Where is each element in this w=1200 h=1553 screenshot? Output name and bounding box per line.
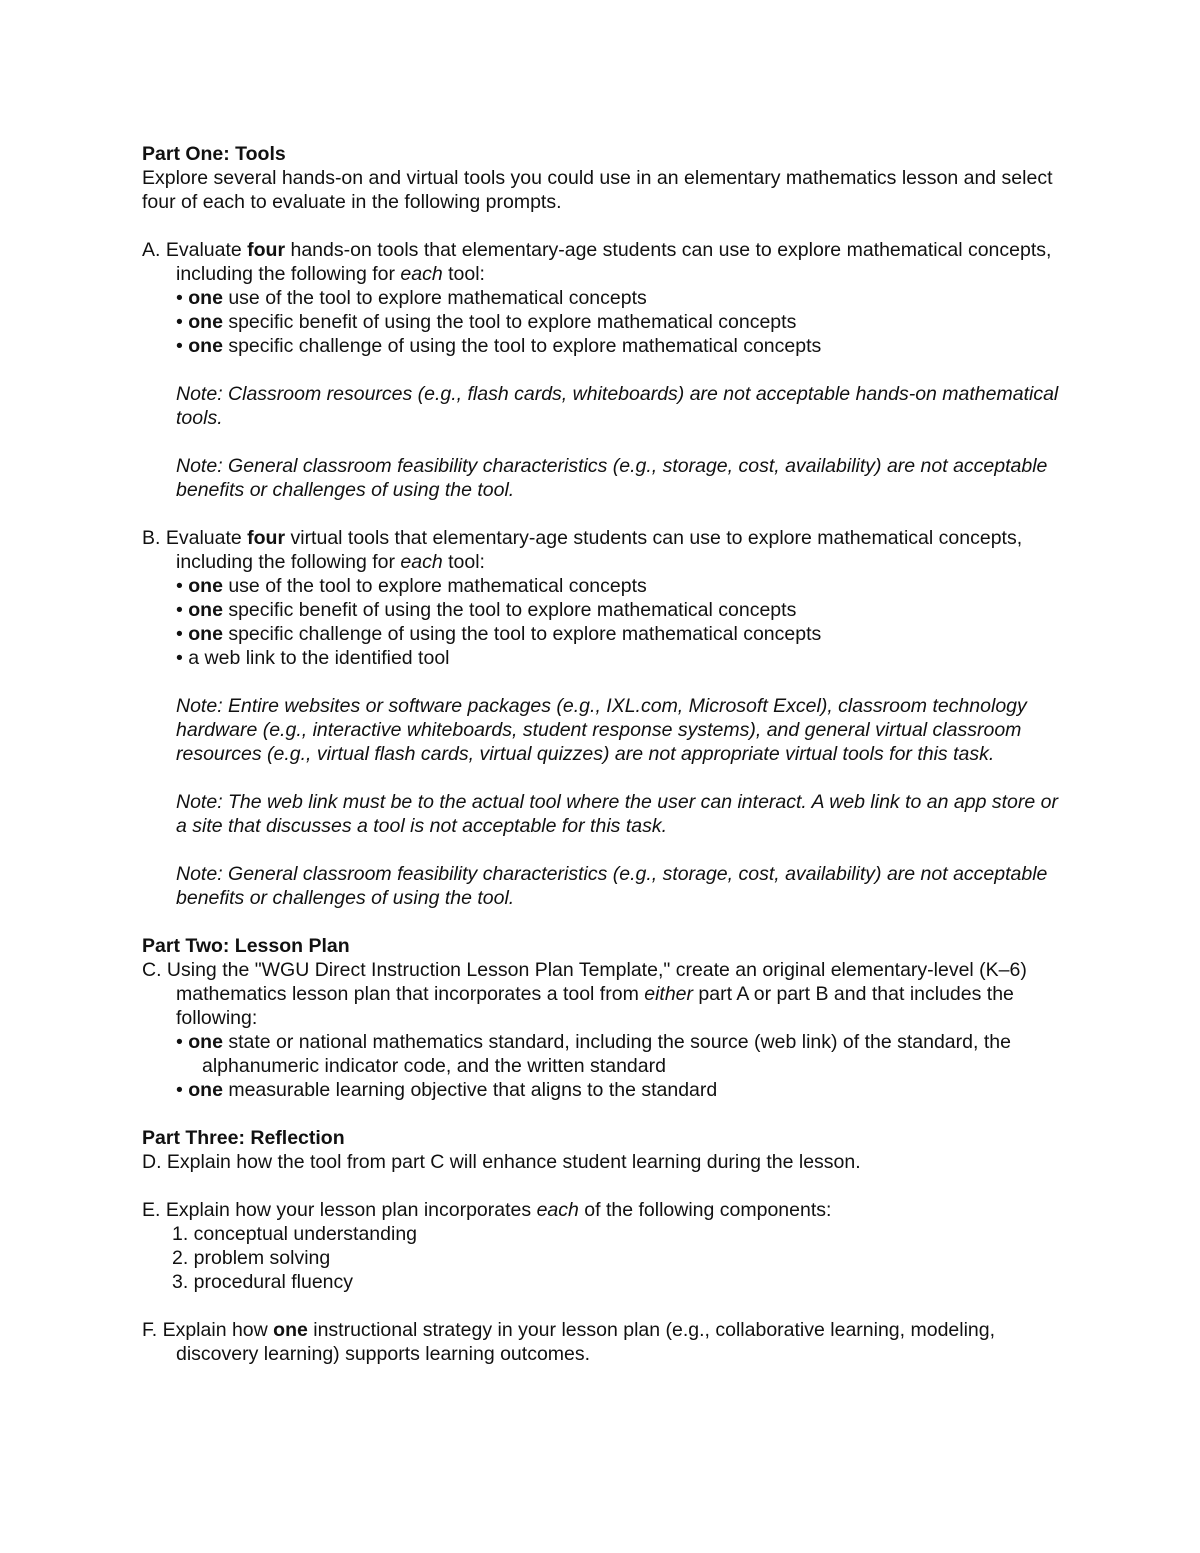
part-three-heading: Part Three: Reflection xyxy=(142,1127,345,1149)
item-c-prompt: C. Using the "WGU Direct Instruction Lesson Plan Template," create an original elementary-level (K–6) mathematics lesson plan that incorporates a tool from either part A or part B and that includes the following: xyxy=(142,959,1027,1029)
item-b-bullet: • one specific benefit of using the tool to explore mathematical concepts xyxy=(176,599,797,621)
part-two-heading: Part Two: Lesson Plan xyxy=(142,935,350,957)
item-a-note: Note: Classroom resources (e.g., flash cards, whiteboards) are not acceptable hands-on mathematical tools. xyxy=(176,383,1059,429)
item-a-prompt: A. Evaluate four hands-on tools that elementary-age students can use to explore mathematical concepts, including the following for each tool: xyxy=(142,239,1052,285)
item-e-list-item: 3. procedural fluency xyxy=(172,1271,354,1293)
item-b-note: Note: General classroom feasibility characteristics (e.g., storage, cost, availability) are not acceptable benefits or challenges of using the tool. xyxy=(176,863,1048,909)
item-c-bullet: • one state or national mathematics standard, including the source (web link) of the standard, the alphanumeric indicator code, and the written standard xyxy=(176,1031,1011,1077)
item-d-prompt: D. Explain how the tool from part C will enhance student learning during the lesson. xyxy=(142,1151,861,1173)
item-e-list-item: 2. problem solving xyxy=(172,1247,331,1269)
item-b-note: Note: The web link must be to the actual tool where the user can interact. A web link to an app store or a site that discusses a tool is not acceptable for this task. xyxy=(176,791,1058,837)
item-b-note: Note: Entire websites or software packages (e.g., IXL.com, Microsoft Excel), classroom technology hardware (e.g., interactive whiteboards, student response systems), and general virtual classroom resources (e.g., virtual flash cards, virtual quizzes) are not appropriate virtual tools for this task. xyxy=(176,695,1027,765)
document-page xyxy=(142,142,1072,1366)
part-one-heading: Part One: Tools xyxy=(142,143,286,165)
item-a-bullet: • one specific challenge of using the tool to explore mathematical concepts xyxy=(176,335,822,357)
item-f-prompt: F. Explain how one instructional strategy in your lesson plan (e.g., collaborative learning, modeling, discovery learning) supports learning outcomes. xyxy=(142,1319,996,1365)
item-b-prompt: B. Evaluate four virtual tools that elementary-age students can use to explore mathematical concepts, including the following for each tool: xyxy=(142,527,1023,573)
item-b-bullet: • a web link to the identified tool xyxy=(176,647,450,669)
item-a-bullet: • one specific benefit of using the tool to explore mathematical concepts xyxy=(176,311,797,333)
item-a-bullet: • one use of the tool to explore mathematical concepts xyxy=(176,287,647,309)
item-b-bullet: • one specific challenge of using the tool to explore mathematical concepts xyxy=(176,623,822,645)
item-a-note: Note: General classroom feasibility characteristics (e.g., storage, cost, availability) are not acceptable benefits or challenges of using the tool. xyxy=(176,455,1048,501)
part-one-intro: Explore several hands-on and virtual tools you could use in an elementary mathematics lesson and select four of each to evaluate in the following prompts. xyxy=(142,167,1053,213)
item-b-bullet: • one use of the tool to explore mathematical concepts xyxy=(176,575,647,597)
item-e-list-item: 1. conceptual understanding xyxy=(172,1223,418,1245)
item-c-bullet: • one measurable learning objective that aligns to the standard xyxy=(176,1079,718,1101)
item-e-prompt: E. Explain how your lesson plan incorporates each of the following components: xyxy=(142,1199,832,1221)
